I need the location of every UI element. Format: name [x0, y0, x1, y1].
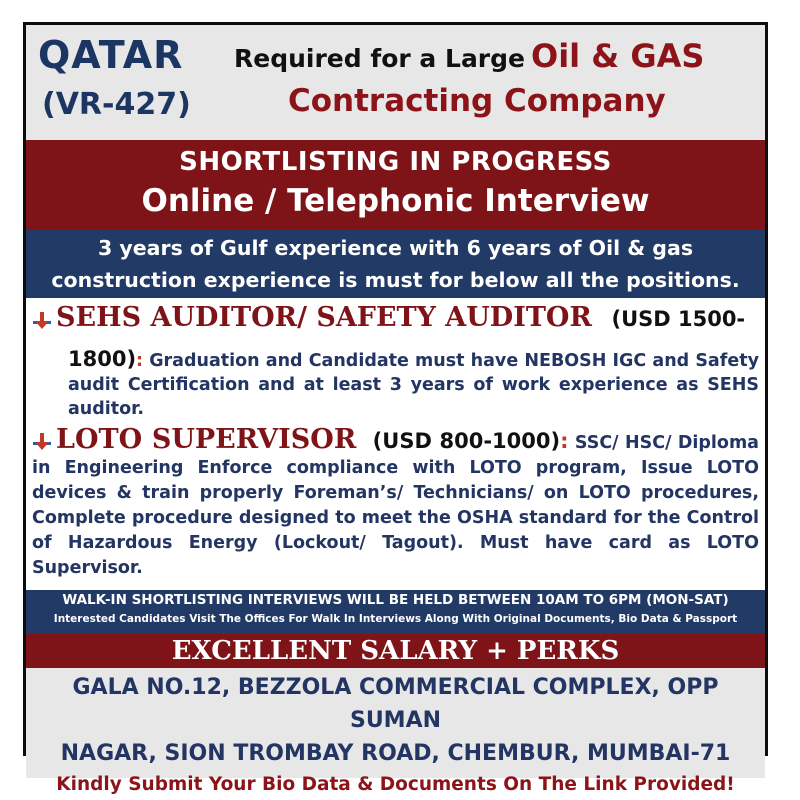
down-arrow-bullet-icon: [32, 312, 52, 332]
position-item: [32, 302, 759, 421]
position-salary-start: (USD 1500-: [611, 307, 746, 331]
walkin-instructions: Interested Candidates Visit The Offices For Walk In Interviews Along With Original Documents, Bio Data & Passport: [53, 613, 738, 625]
position-title: LOTO SUPERVISOR: [56, 424, 357, 455]
submit-instruction: Kindly Submit Your Bio Data & Documents On The Link Provided!: [56, 774, 735, 795]
ad-header: [26, 25, 765, 140]
address-line-2: NAGAR, SION TROMBAY ROAD, CHEMBUR, MUMBAI-71: [60, 741, 731, 766]
experience-line-1: 3 years of Gulf experience with 6 years of Oil & gas: [97, 236, 694, 260]
shortlist-banner: [26, 140, 765, 230]
job-advertisement: [23, 22, 768, 795]
position-description: SSC/ HSC/ Diploma in Engineering Enforce compliance with LOTO program, Issue LOTO devices & train properly Foreman’s/ Technicians/ on LOTO procedures, Complete procedure designed to meet the OSHA standard for the Control of Hazardous Energy (Lockout/ Tagout). Must have card as LOTO Supervisor.: [32, 433, 759, 578]
interview-mode: Online / Telephonic Interview: [141, 183, 650, 219]
country-heading: QATAR: [38, 33, 184, 77]
position-description: Graduation and Candidate must have NEBOSH IGC and Safety audit Certification and at least 3 years of work experience as SEHS auditor.: [68, 351, 759, 419]
required-text: Required for a Large: [234, 44, 525, 73]
positions-list: [26, 298, 765, 590]
position-title: SEHS AUDITOR/ SAFETY AUDITOR: [56, 302, 592, 333]
colon-mark: :: [136, 351, 144, 371]
required-line: [234, 37, 704, 75]
experience-line-2: construction experience is must for below all the positions.: [51, 268, 740, 292]
office-address: [26, 668, 765, 795]
shortlist-status: SHORTLISTING IN PROGRESS: [179, 147, 612, 177]
position-item: [32, 424, 759, 581]
salary-perks-banner: EXCELLENT SALARY + PERKS: [26, 634, 765, 668]
experience-requirement: [26, 230, 765, 298]
down-arrow-bullet-icon: [32, 433, 52, 453]
position-salary-end: 1800): [68, 347, 137, 371]
reference-code: (VR-427): [42, 87, 191, 122]
industry-text: Oil & GAS: [531, 37, 705, 75]
walkin-notice: [26, 590, 765, 634]
colon-mark: :: [560, 429, 569, 453]
address-line-1: GALA NO.12, BEZZOLA COMMERCIAL COMPLEX, OPP SUMAN: [72, 675, 719, 733]
position-salary: (USD 800-1000): [372, 429, 561, 453]
walkin-schedule: WALK-IN SHORTLISTING INTERVIEWS WILL BE HELD BETWEEN 10AM TO 6PM (MON-SAT): [62, 592, 729, 608]
company-type: Contracting Company: [288, 83, 666, 119]
